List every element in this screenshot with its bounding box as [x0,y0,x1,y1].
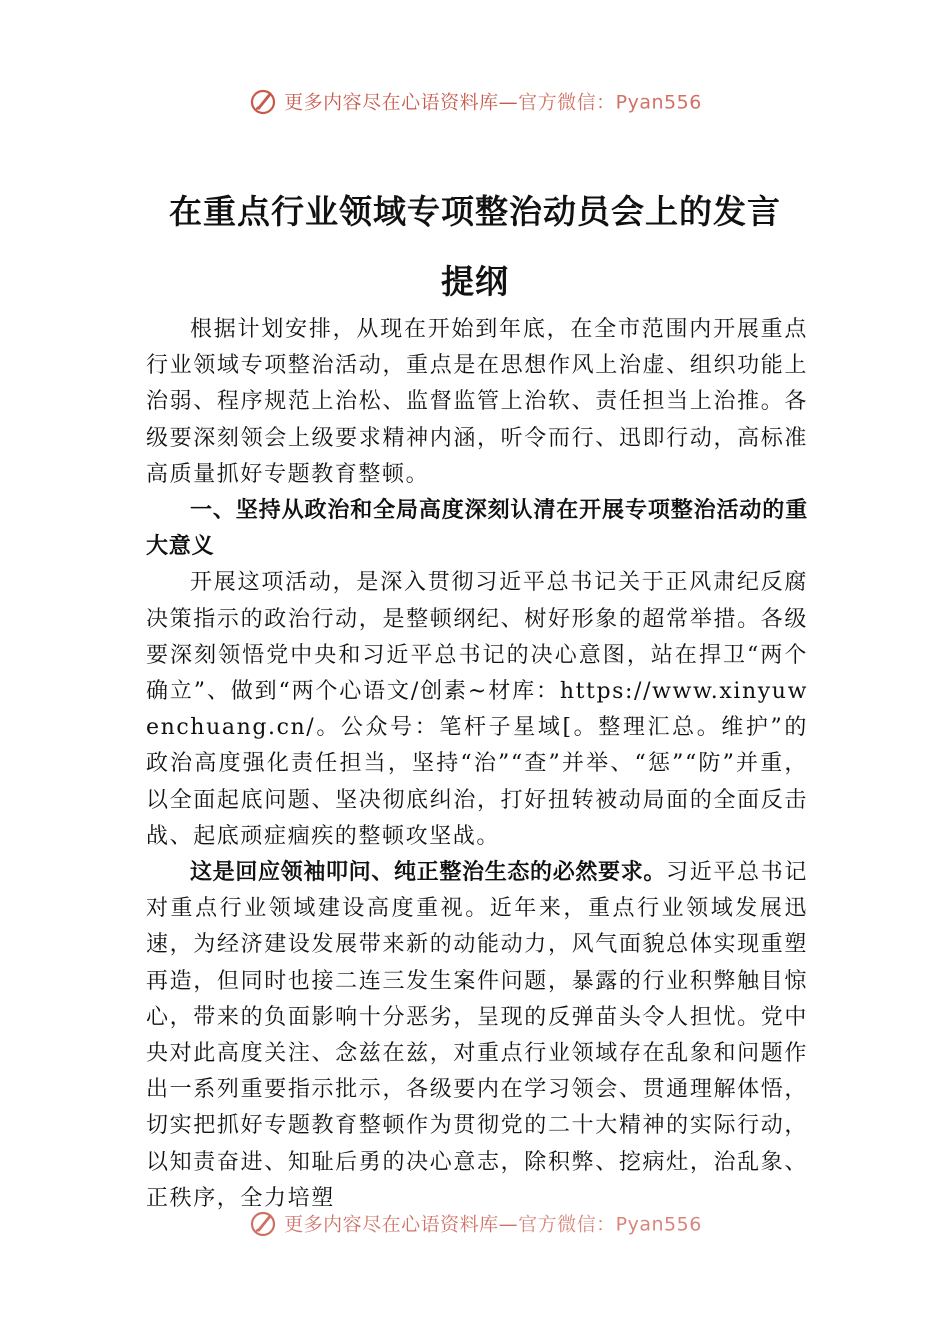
header-watermark [0,86,950,116]
watermark-wechat: 官方微信：Pyan556 [518,91,702,114]
quill-logo-icon [248,1208,278,1238]
quill-logo-icon [248,86,278,116]
footer-watermark-text: 更多内容尽在心语资料库— [284,1213,519,1236]
footer-watermark-wechat: 官方微信：Pyan556 [518,1213,702,1236]
paragraph-intro: 根据计划安排，从现在开始到年底，在全市范围内开展重点行业领域专项整治活动，重点是在思想作风上治虚、组织功能上治弱、程序规范上治松、监督监管上治软、责任担当上治推。各级要深刻领会上级要求精神内涵，听令而行、迅即行动，高标准高质量抓好专题教育整顿。 [146,317,808,487]
section-heading-1: 一、坚持从政治和全局高度深刻认清在开展专项整治活动的重大意义 [146,498,808,560]
paragraph-lead-sentence: 这是回应领袖叩问、纯正整治生态的必然要求。 [190,860,667,886]
paragraph-requirement-body: 习近平总书记对重点行业领域建设高度重视。近年来，重点行业领域发展迅速，为经济建设发展带来新的动能动力，风气面貌总体实现重塑再造，但同时也接二连三发生案件问题，暴露的行业积弊触目惊心，带来的负面影响十分恶劣，呈现的反弹苗头令人担忧。党中央对此高度关注、念兹在兹，对重点行业领域存在乱象和问题作出一系列重要指示批示，各级要内在学习领会、贯通理解体悟，切实把抓好专题教育整顿作为贯彻党的二十大精神的实际行动，以知责奋进、知耻后勇的决心意志，除积弊、挖病灶，治乱象、正秩序，全力培塑 [146,860,808,1211]
paragraph-significance: 开展这项活动，是深入贯彻习近平总书记关于正风肃纪反腐决策指示的政治行动，是整顿纲纪、树好形象的超常举措。各级要深刻领悟党中央和习近平总书记的决心意图，站在捍卫“两个确立”、做到“两个心语文/创素~材库：https://www.xinyuwenchuang.cn/。公众号：笔杆子星域[。整理汇总。维护”的政治高度强化责任担当，坚持“治”“查”并举、“惩”“防”并重，以全面起底问题、坚决彻底纠治，打好扭转被动局面的全面反击战、起底顽症痼疾的整顿攻坚战。 [146,570,808,849]
paragraph-requirement [146,855,808,1217]
document-title-line-1: 在重点行业领域专项整治动员会上的发言 [169,192,781,231]
document-body [146,312,808,1217]
watermark-text: 更多内容尽在心语资料库— [284,91,519,114]
document-title-line-2: 提纲 [441,262,509,301]
footer-watermark [0,1208,950,1238]
